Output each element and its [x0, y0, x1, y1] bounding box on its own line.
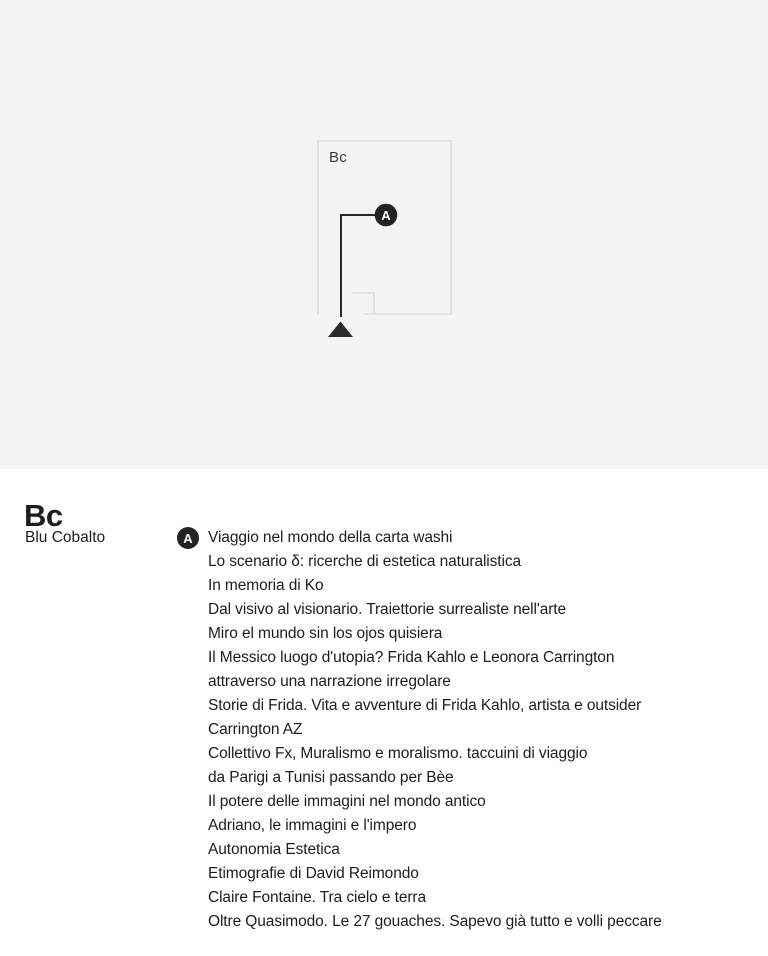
map-marker-letter: A	[381, 207, 391, 223]
title-line: Dal visivo al visionario. Traiettorie surrealiste nell'arte	[208, 601, 567, 618]
room-notch	[352, 293, 374, 314]
title-line: In memoria di Ko	[208, 577, 324, 594]
title-line: attraverso una narrazione irregolare	[208, 673, 451, 690]
room-outline	[318, 141, 451, 314]
title-line: Adriano, le immagini e l'impero	[208, 817, 417, 834]
title-line: Collettivo Fx, Muralismo e moralismo. taccuini di viaggio	[208, 745, 588, 762]
map-marker-a[interactable]	[375, 204, 398, 227]
title-line: Lo scenario δ: ricerche di estetica naturalistica	[208, 553, 522, 570]
title-line: Il Messico luogo d'utopia? Frida Kahlo e Leonora Carrington	[208, 649, 615, 666]
title-line: Etimografie di David Reimondo	[208, 865, 419, 882]
legend-panel	[0, 469, 768, 956]
title-line: Autonomia Estetica	[208, 841, 340, 858]
title-line: Il potere delle immagini nel mondo antico	[208, 793, 486, 810]
route-line	[341, 215, 375, 317]
entrance-triangle-icon	[328, 322, 353, 338]
legend-marker-a: A	[177, 527, 199, 549]
section-code-title: Bc	[24, 498, 63, 533]
title-line: Carrington AZ	[208, 721, 303, 738]
title-line: Viaggio nel mondo della carta washi	[208, 529, 453, 546]
title-line: Claire Fontaine. Tra cielo e terra	[208, 889, 427, 906]
room-label: Bc	[329, 149, 347, 166]
title-line: Storie di Frida. Vita e avventure di Frida Kahlo, artista e outsider	[208, 697, 642, 714]
floor-plan-map	[0, 0, 768, 469]
section-name-subtitle: Blu Cobalto	[25, 529, 106, 546]
title-line: da Parigi a Tunisi passando per Bèe	[208, 769, 454, 786]
title-line: Miro el mundo sin los ojos quisiera	[208, 625, 443, 642]
title-list	[208, 526, 704, 934]
title-line: Oltre Quasimodo. Le 27 gouaches. Sapevo già tutto e volli peccare	[208, 913, 662, 930]
floor-plan-panel	[0, 0, 768, 469]
